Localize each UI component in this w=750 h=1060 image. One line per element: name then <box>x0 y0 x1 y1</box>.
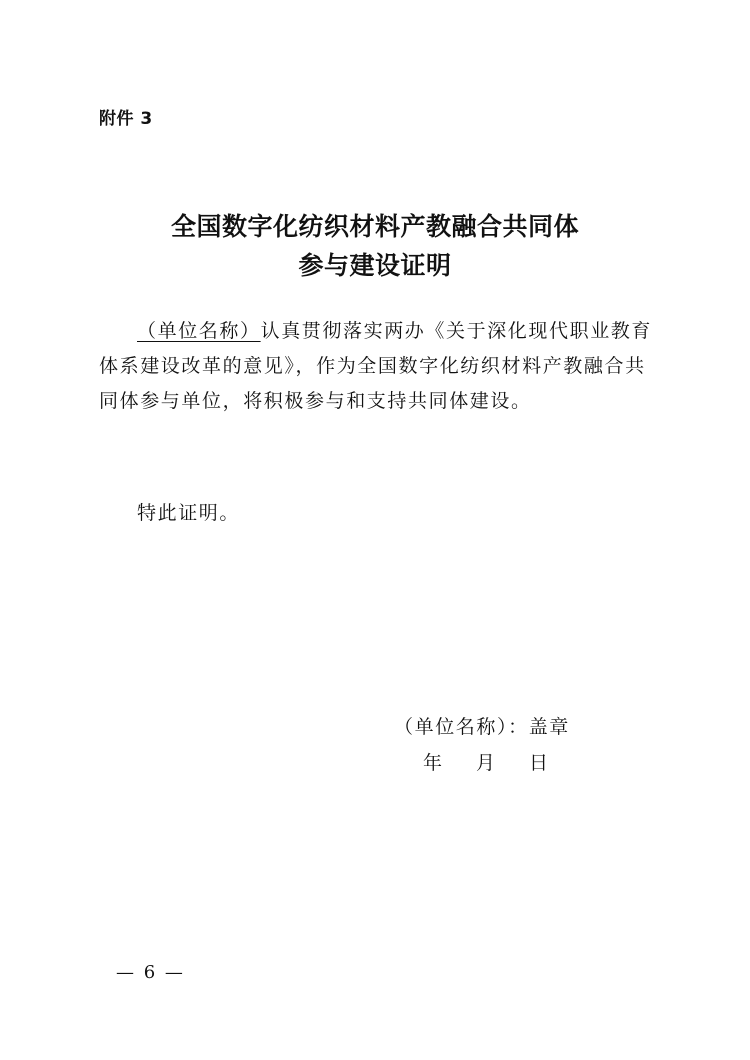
unit-seal-line: （单位名称）：盖章 <box>394 716 570 738</box>
attachment-label: 附件 3 <box>99 109 153 129</box>
date-year: 年 <box>423 752 443 774</box>
certification-statement: 特此证明。 <box>137 502 241 524</box>
document-title-line-1: 全国数字化纺织材料产教融合共同体 <box>170 212 579 241</box>
date-day: 日 <box>529 752 549 774</box>
certificate-paragraph <box>99 314 654 419</box>
unit-name-placeholder: （单位名称） <box>137 320 261 342</box>
date-month: 月 <box>476 752 496 774</box>
certificate-paragraph-text: 认真贯彻落实两办《关于深化现代职业教育体系建设改革的意见》，作为全国数字化纺织材料产教融合共同体参与单位，将积极参与和支持共同体建设。 <box>99 320 653 412</box>
page-number: — 6 — <box>116 962 185 983</box>
document-title-line-2: 参与建设证明 <box>298 251 452 280</box>
date-line <box>423 748 548 775</box>
